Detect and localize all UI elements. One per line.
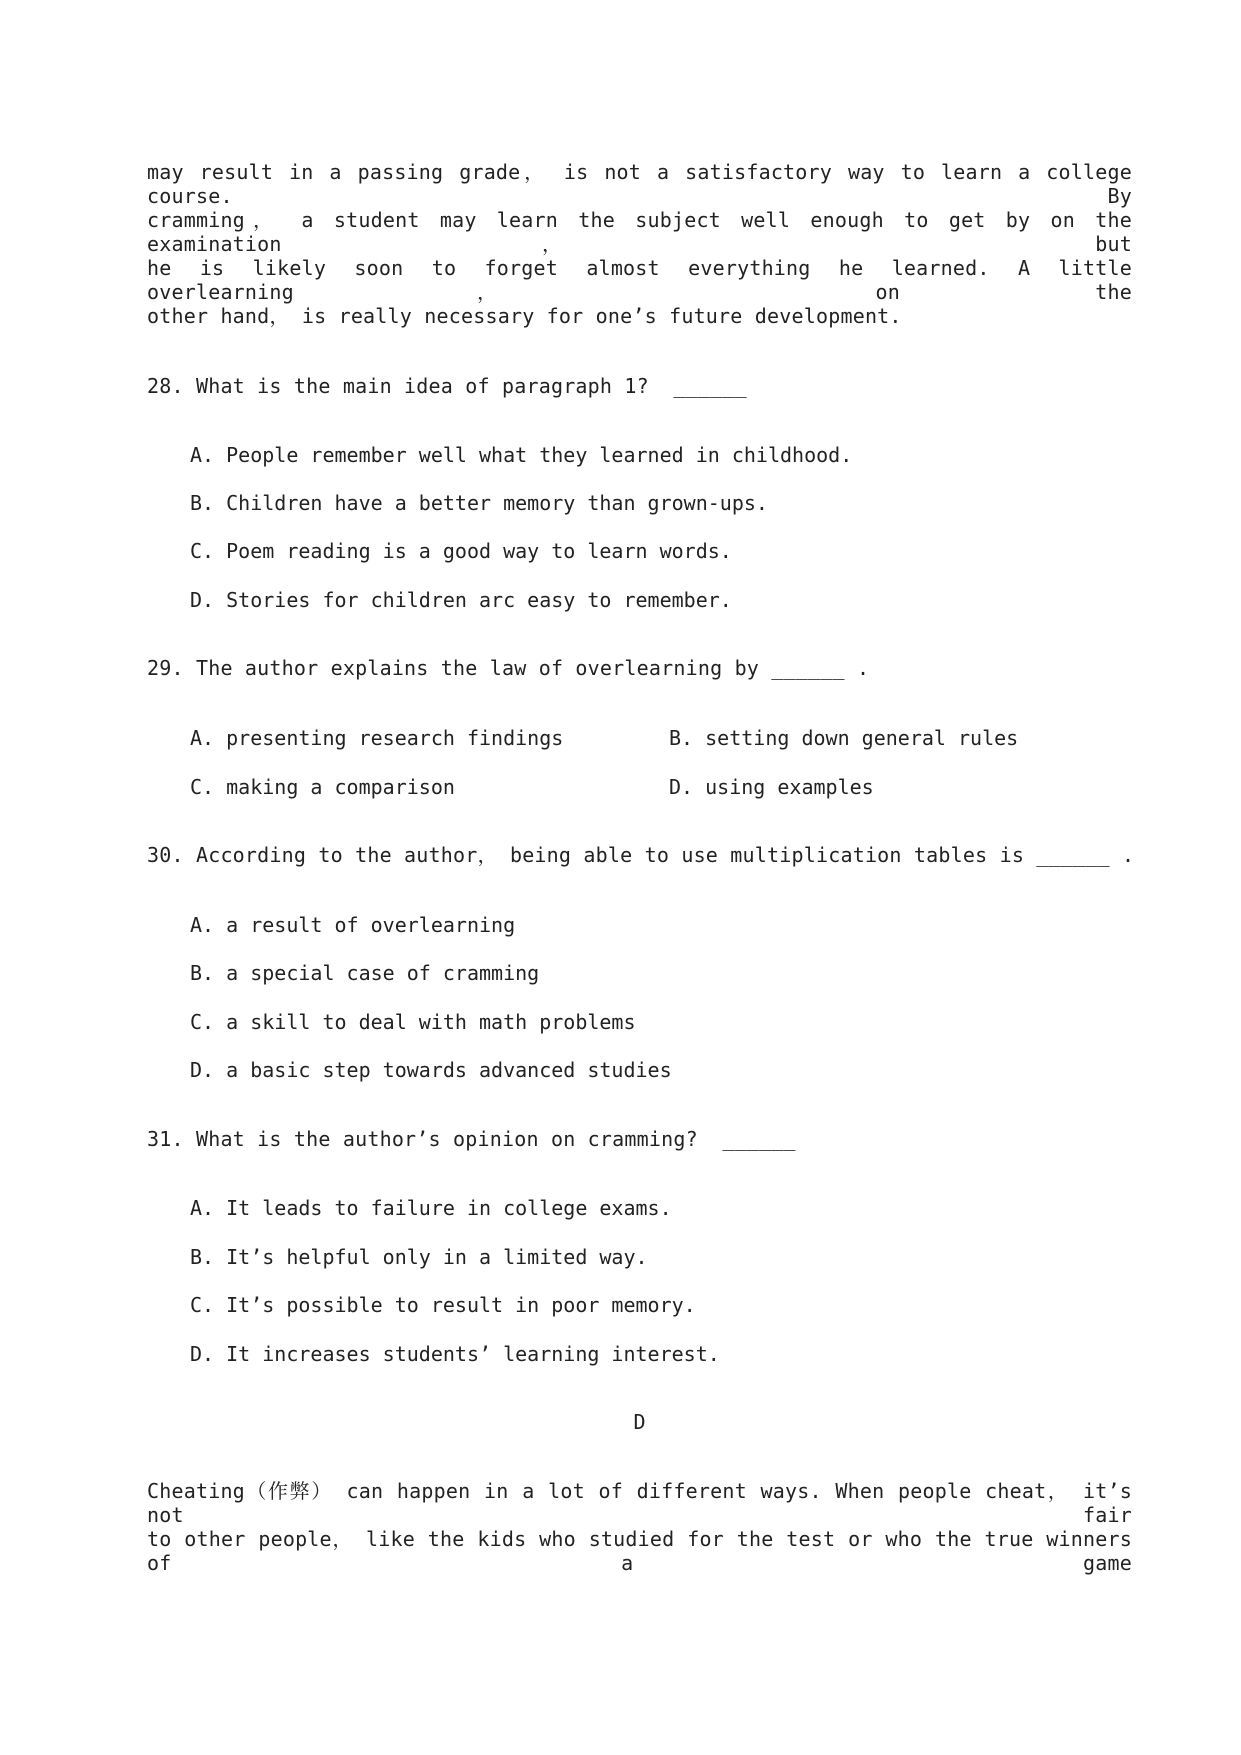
answer-option: D. It increases students’ learning interest. [190, 1342, 720, 1366]
answer-option: D. a basic step towards advanced studies [190, 1058, 672, 1082]
answer-option: C. a skill to deal with math problems [190, 1010, 636, 1034]
passage-line: to other people， like the kids who studied for the test or who the true winners of a game [147, 1527, 1132, 1575]
question-stem: 29. The author explains the law of overlearning by ______ . [147, 656, 870, 680]
passage-line: cramming， a student may learn the subject well enough to get by on the examination， but [147, 208, 1132, 256]
answer-option: C. Poem reading is a good way to learn words. [190, 539, 732, 563]
passage-line: he is likely soon to forget almost everything he learned. A little overlearning， on the [147, 256, 1132, 304]
answer-option: A. a result of overlearning [190, 913, 516, 937]
answer-option: C. It’s possible to result in poor memory. [190, 1293, 696, 1317]
question-stem: 31. What is the author’s opinion on cramming? ______ [147, 1127, 796, 1151]
answer-option: A. presenting research findings [190, 726, 564, 750]
answer-option: A. It leads to failure in college exams. [190, 1196, 672, 1220]
answer-option: C. making a comparison [190, 775, 455, 799]
answer-option: B. It’s helpful only in a limited way. [190, 1245, 648, 1269]
answer-option: A. People remember well what they learned in childhood. [190, 443, 853, 467]
answer-option: B. Children have a better memory than grown-ups. [190, 491, 768, 515]
passage-line: other hand， is really necessary for one’s future development. [147, 304, 902, 328]
section-heading: D [633, 1410, 646, 1434]
passage-line: may result in a passing grade， is not a satisfactory way to learn a college course. By [147, 160, 1132, 208]
answer-option: D. Stories for children arc easy to remember. [190, 588, 732, 612]
question-stem: 30. According to the author， being able to use multiplication tables is ______ . [147, 843, 1135, 867]
answer-option: B. a special case of cramming [190, 961, 540, 985]
question-stem: 28. What is the main idea of paragraph 1? ______ [147, 374, 747, 398]
answer-option: B. setting down general rules [669, 726, 1019, 750]
answer-option: D. using examples [669, 775, 874, 799]
passage-line: Cheating（作弊） can happen in a lot of different ways. When people cheat， it’s not fair [147, 1479, 1132, 1527]
